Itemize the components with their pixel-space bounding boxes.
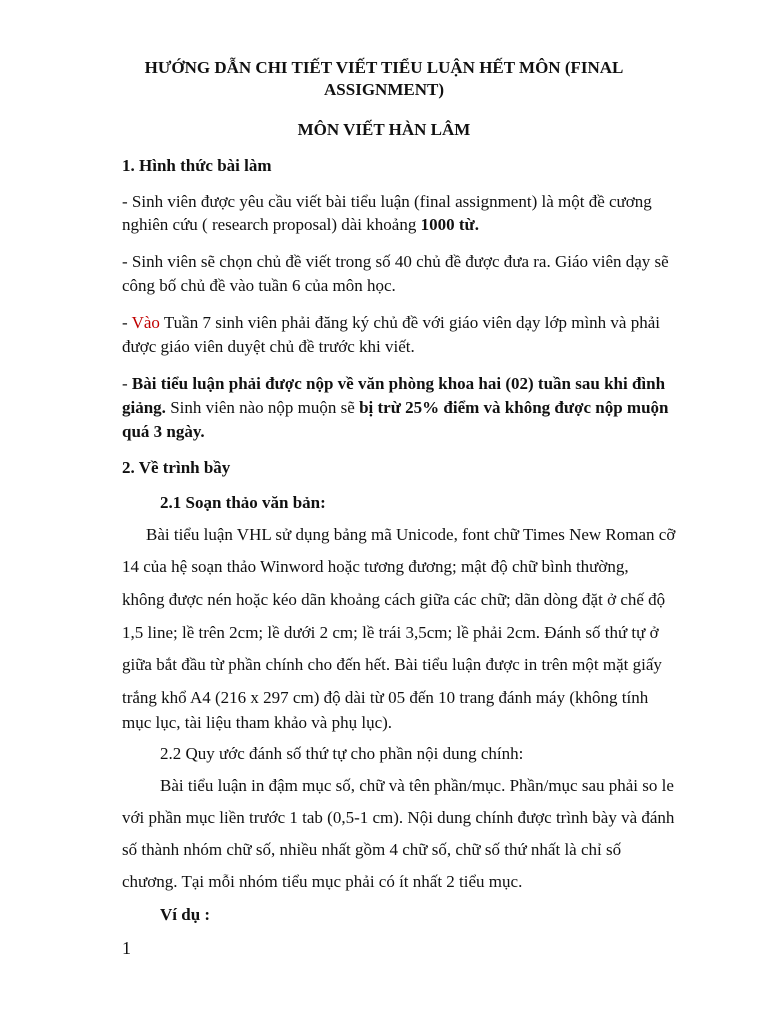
sec1-p2-line1: - Sinh viên sẽ chọn chủ đề viết trong số 40 chủ đề được đưa ra. Giáo viên dạy sẽ: [122, 252, 669, 271]
sec1-p1-text: nghiên cứu ( research proposal) dài khoảng: [122, 215, 421, 234]
sec1-p3-dash: -: [122, 313, 132, 332]
doc-title-line-1: HƯỚNG DẪN CHI TIẾT VIẾT TIỂU LUẬN HẾT MÔN (FINAL: [144, 58, 624, 77]
sec1-p1-word-count: 1000 từ.: [420, 215, 479, 234]
sec2-1-line1: Bài tiểu luận VHL sử dụng bảng mã Unicode, font chữ Times New Roman cỡ: [146, 525, 676, 544]
sec1-p4-line2: [122, 396, 768, 420]
sec1-p4-bold-3: bị trừ 25% điểm và không được nộp muộn: [359, 398, 669, 417]
sec1-p2-line2: công bố chủ đề vào tuần 6 của môn học.: [122, 276, 396, 295]
sec1-p3-text: Tuần 7 sinh viên phải đăng ký chủ đề với giáo viên dạy lớp mình và phải: [159, 313, 660, 332]
section-1-heading: 1. Hình thức bài làm: [122, 156, 272, 175]
sec1-p4-line1: [122, 372, 768, 396]
sec1-p4-text: Sinh viên nào nộp muộn sẽ: [165, 398, 360, 417]
sec2-2-line2: với phần mục liền trước 1 tab (0,5-1 cm). Nội dung chính được trình bày và đánh: [122, 808, 675, 827]
sec1-p3-red-word: Vào: [131, 313, 160, 332]
doc-subtitle: MÔN VIẾT HÀN LÂM: [297, 120, 471, 139]
sec1-p1-line2: [122, 213, 768, 237]
sec1-p4-dash: -: [122, 374, 132, 393]
sec2-2-line1: Bài tiểu luận in đậm mục số, chữ và tên phần/mục. Phần/mục sau phải so le: [160, 776, 674, 795]
sec1-p3-line1: [122, 311, 768, 335]
subsection-2-2-heading: 2.2 Quy ước đánh số thứ tự cho phần nội dung chính:: [160, 744, 524, 763]
page-number: 1: [122, 938, 131, 958]
sec2-1-line2: 14 của hệ soạn thảo Winword hoặc tương đương; mật độ chữ bình thường,: [122, 557, 629, 576]
sec2-1-line5: giữa bắt đầu từ phần chính cho đến hết. Bài tiểu luận được in trên một mặt giấy: [122, 655, 662, 674]
sec2-1-line6: trắng khổ A4 (216 x 297 cm) độ dài từ 05 đến 10 trang đánh máy (không tính: [122, 688, 649, 707]
sec2-1-line7: mục lục, tài liệu tham khảo và phụ lục).: [122, 713, 393, 732]
section-2-heading: 2. Về trình bầy: [122, 458, 231, 477]
sec2-1-line4: 1,5 line; lề trên 2cm; lề dưới 2 cm; lề trái 3,5cm; lề phải 2cm. Đánh số thứ tự ở: [122, 623, 659, 642]
sec2-2-line3: số thành nhóm chữ số, nhiều nhất gồm 4 chữ số, chữ số thứ nhất là chỉ số: [122, 840, 622, 859]
sec1-p4-bold-2: giảng.: [122, 398, 166, 417]
sec1-p1-line1: - Sinh viên được yêu cầu viết bài tiểu luận (final assignment) là một đề cương: [122, 192, 652, 211]
sec2-1-line3: không được nén hoặc kéo dãn khoảng cách giữa các chữ; dãn dòng đặt ở chế độ: [122, 590, 666, 609]
sec1-p3-line2: được giáo viên duyệt chủ đề trước khi viết.: [122, 337, 415, 356]
subsection-2-1-heading: 2.1 Soạn thảo văn bản:: [160, 493, 326, 512]
doc-title-line-2: ASSIGNMENT): [324, 80, 444, 99]
sec2-2-line4: chương. Tại mỗi nhóm tiểu mục phải có ít nhất 2 tiểu mục.: [122, 872, 523, 891]
sec1-p4-bold-1: Bài tiểu luận phải được nộp về văn phòng khoa hai (02) tuần sau khi đình: [131, 374, 666, 393]
sec1-p4-line3: quá 3 ngày.: [122, 422, 205, 441]
example-label: Ví dụ :: [160, 905, 211, 924]
